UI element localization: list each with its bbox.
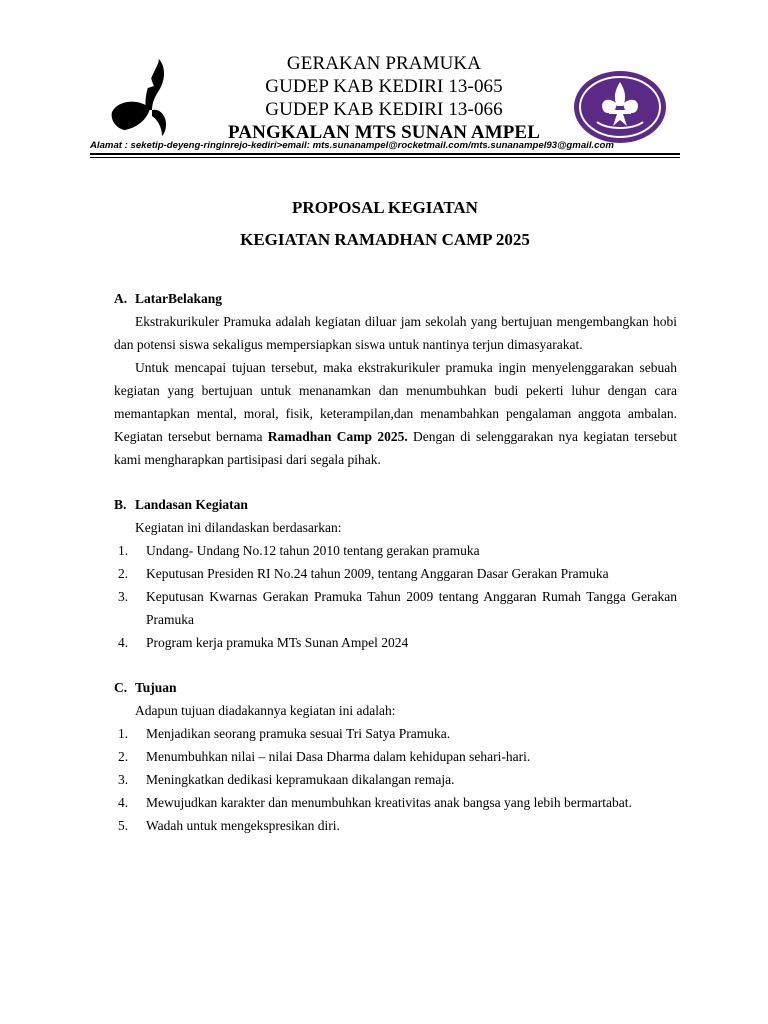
list-item-text: Program kerja pramuka MTs Sunan Ampel 2024 [146,635,409,650]
proposal-subtitle: KEGIATAN RAMADHAN CAMP 2025 [240,230,530,249]
tunas-kelapa-icon [108,58,176,136]
list-item-number: 2. [118,566,129,581]
list-item-text: Keputusan Kwarnas Gerakan Pramuka Tahun 2009 tentang Anggaran Rumah Tangga Gerakan Pramuka [146,589,677,627]
section-c-heading [114,676,677,699]
proposal-title: PROPOSAL KEGIATAN [292,198,478,217]
section-b-letter: B. [114,497,127,512]
org-name-line2: GUDEP KAB KEDIRI 13-065 [265,76,503,97]
list-item-text: Meningkatkan dedikasi kepramukaan dikalangan remaja. [146,772,455,787]
org-name-line1: GERAKAN PRAMUKA [286,53,482,74]
section-b-intro: Kegiatan ini dilandaskan berdasarkan: [135,520,342,535]
section-a-letter: A. [114,291,128,306]
list-item-number: 5. [118,818,129,833]
section-a-paragraph-2-text: Untuk mencapai tujuan tersebut, maka ekstrakurikuler pramuka ingin menyelenggarakan sebuah kegiatan yang bertujuan untuk menanamkan dan menumbuhkan budi pekerti luhur dengan cara memantapkan mental, moral, fisik, keterampilan,dan menambahkan pengalaman anggota ambalan. Kegiatan tersebut bernama [114,360,677,444]
list-item [114,768,677,791]
event-name: Ramadhan Camp 2025. [267,429,408,444]
list-item-text: Wadah untuk mengekspresikan diri. [146,818,340,833]
list-item-number: 3. [118,589,129,604]
address-line: Alamat : seketip-deyeng-ringinrejo-kediri>email: mts.sunanampel@rocketmail.com/mts.sunanampel93@gmail.com [90,140,614,151]
section-a-title: LatarBelakang [135,291,223,306]
list-item-number: 3. [118,772,129,787]
list-item-text: Undang- Undang No.12 tahun 2010 tentang gerakan pramuka [146,543,480,558]
list-item [114,745,677,768]
section-a-paragraph-2 [114,356,677,471]
list-item [114,539,677,562]
list-item-text: Mewujudkan karakter dan menumbuhkan kreativitas anak bangsa yang lebih bermartabat. [146,795,632,810]
world-scout-emblem-icon [573,70,667,144]
section-c-intro: Adapun tujuan diadakannya kegiatan ini adalah: [135,703,396,718]
list-item [114,791,677,814]
section-a-heading [114,287,677,310]
list-item [114,585,677,631]
list-item-text: Keputusan Presiden RI No.24 tahun 2009, tentang Anggaran Dasar Gerakan Pramuka [146,566,609,581]
list-item [114,562,677,585]
list-item-number: 2. [118,749,129,764]
list-item-text: Menjadikan seorang pramuka sesuai Tri Satya Pramuka. [146,726,451,741]
list-item-number: 4. [118,795,129,810]
list-item-text: Menumbuhkan nilai – nilai Dasa Dharma dalam kehidupan sehari-hari. [146,749,531,764]
section-a-paragraph-1: Ekstrakurikuler Pramuka adalah kegiatan diluar jam sekolah yang bertujuan mengembangkan hobi dan potensi siswa sekaligus mempersiapkan siswa untuk nantinya terjun dimasyarakat. [114,314,677,352]
section-c-title: Tujuan [135,680,177,695]
document-body [114,287,677,837]
org-name-line4: PANGKALAN MTS SUNAN AMPEL [228,122,540,143]
section-c-letter: C. [114,680,128,695]
list-item-number: 1. [118,726,129,741]
list-item-number: 1. [118,543,129,558]
letterhead-rule-thick [90,153,680,155]
section-b-title: Landasan Kegiatan [135,497,248,512]
section-b-heading [114,493,677,516]
list-item-number: 4. [118,635,129,650]
list-item [114,722,677,745]
letterhead-rule-thin [90,157,680,158]
list-item [114,631,677,654]
section-b-list [114,539,677,654]
section-a-paragraph-2-end: Dengan di selenggarakan nya kegiatan tersebut kami mengharapkan partisipasi dari segala pihak. [114,429,678,467]
letterhead [190,52,578,144]
list-item [114,814,677,837]
section-c-list [114,722,677,837]
org-name-line3: GUDEP KAB KEDIRI 13-066 [265,99,503,120]
